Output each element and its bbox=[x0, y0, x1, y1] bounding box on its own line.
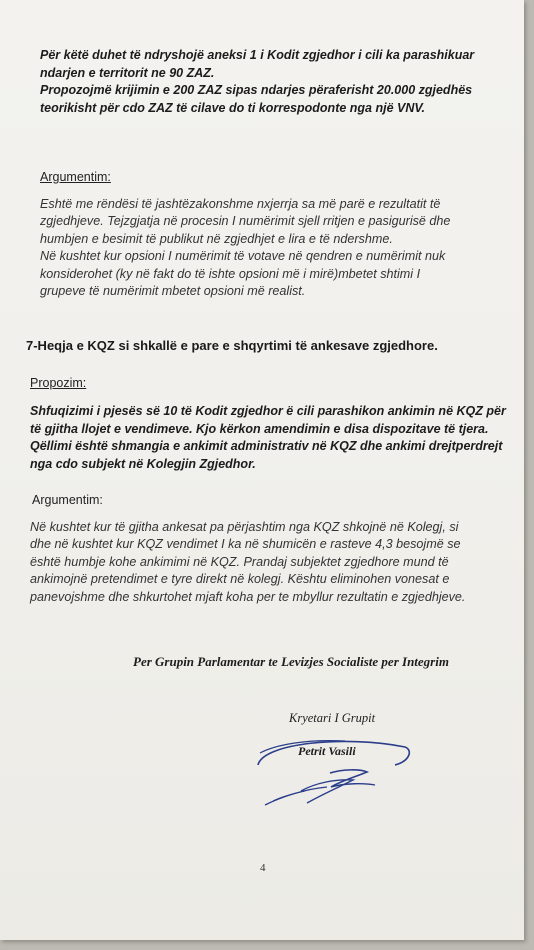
proposal-label-text: Propozim: bbox=[30, 376, 87, 390]
text-line: teorikisht për cdo ZAZ të cilave do ti korrespodonte nga një VNV. bbox=[40, 100, 426, 115]
argument-label bbox=[40, 170, 111, 184]
text-line: Propozojmë krijimin e 200 ZAZ sipas ndarjes përaferisht 20.000 zgjedhës bbox=[40, 83, 473, 97]
text-line: Shfuqizimi i pjesës së 10 të Kodit zgjedhor ë cili parashikon ankimin në KQZ për bbox=[30, 404, 506, 418]
signatory-title: Kryetari I Grupit bbox=[289, 711, 376, 725]
text-line: Në kushtet kur opsioni I numërimit të votave në qendren e numërimit nuk bbox=[40, 249, 446, 264]
text-line: Në kushtet kur të gjitha ankesat pa përjashtim nga KQZ shkojnë në Kolegj, si bbox=[30, 520, 459, 534]
handwritten-signature bbox=[235, 725, 420, 810]
text-line: panevojshme dhe shkurtohet mjaft koha per te mbyllur rezultatin e zgjedhjeve. bbox=[30, 589, 466, 604]
text-line: grupeve të numërimit mbetet opsioni më realist. bbox=[40, 284, 306, 299]
intro-paragraph bbox=[40, 47, 474, 117]
text-line: Eshtë me rëndësi të jashtëzakonshme nxjerrja sa më parë e rezultatit të bbox=[40, 197, 441, 211]
argument-label-text: Argumentim: bbox=[40, 170, 111, 184]
page-number: 4 bbox=[260, 862, 266, 874]
argument-paragraph bbox=[30, 519, 465, 606]
text-line: dhe në kushtet kur KQZ vendimet I ka në shumicën e rasteve 4,3 besojmë se bbox=[30, 537, 461, 552]
text-line: të gjitha llojet e vendimeve. Kjo kërkon amendimin e disa dispozitave të tjera. bbox=[30, 421, 489, 436]
proposal-label bbox=[30, 376, 86, 390]
text-line: humbjen e besimit të publikut në zgjedhjet e lira e të ndershme. bbox=[40, 231, 393, 246]
argument-label bbox=[32, 493, 103, 507]
section-heading: 7-Heqja e KQZ si shkallë e pare e shqyrtimi të ankesave zgjedhore. bbox=[26, 338, 438, 353]
text-line: nga cdo subjekt në Kolegjin Zgjedhor. bbox=[30, 456, 256, 471]
proposal-paragraph bbox=[30, 403, 506, 473]
group-line: Per Grupin Parlamentar te Levizjes Socialiste per Integrim bbox=[133, 654, 449, 669]
signatory-name: Petrit Vasili bbox=[298, 744, 356, 758]
text-line: është humbje kohe ankimimi në KQZ. Prandaj subjektet zgjedhore mund të bbox=[30, 554, 449, 569]
text-line: ndarjen e territorit ne 90 ZAZ. bbox=[40, 65, 215, 80]
text-line: ankimojnë pretendimet e tyre direkt në kolegj. Kështu eliminohen vonesat e bbox=[30, 572, 450, 587]
text-line: konsiderohet (ky në fakt do të ishte opsioni më i mirë)mbetet shtimi I bbox=[40, 266, 421, 281]
text-line: zgjedhjeve. Tejzgjatja në procesin I numërimit sjell rritjen e pasigurisë dhe bbox=[40, 214, 451, 229]
argument-paragraph bbox=[40, 196, 450, 300]
text-line: Për këtë duhet të ndryshojë aneksi 1 i Kodit zgjedhor i cili ka parashikuar bbox=[40, 48, 475, 62]
text-line: Qëllimi është shmangia e ankimit administrativ në KQZ dhe ankimi drejtperdrejt bbox=[30, 439, 503, 453]
argument-label-text: Argumentim: bbox=[32, 493, 103, 507]
